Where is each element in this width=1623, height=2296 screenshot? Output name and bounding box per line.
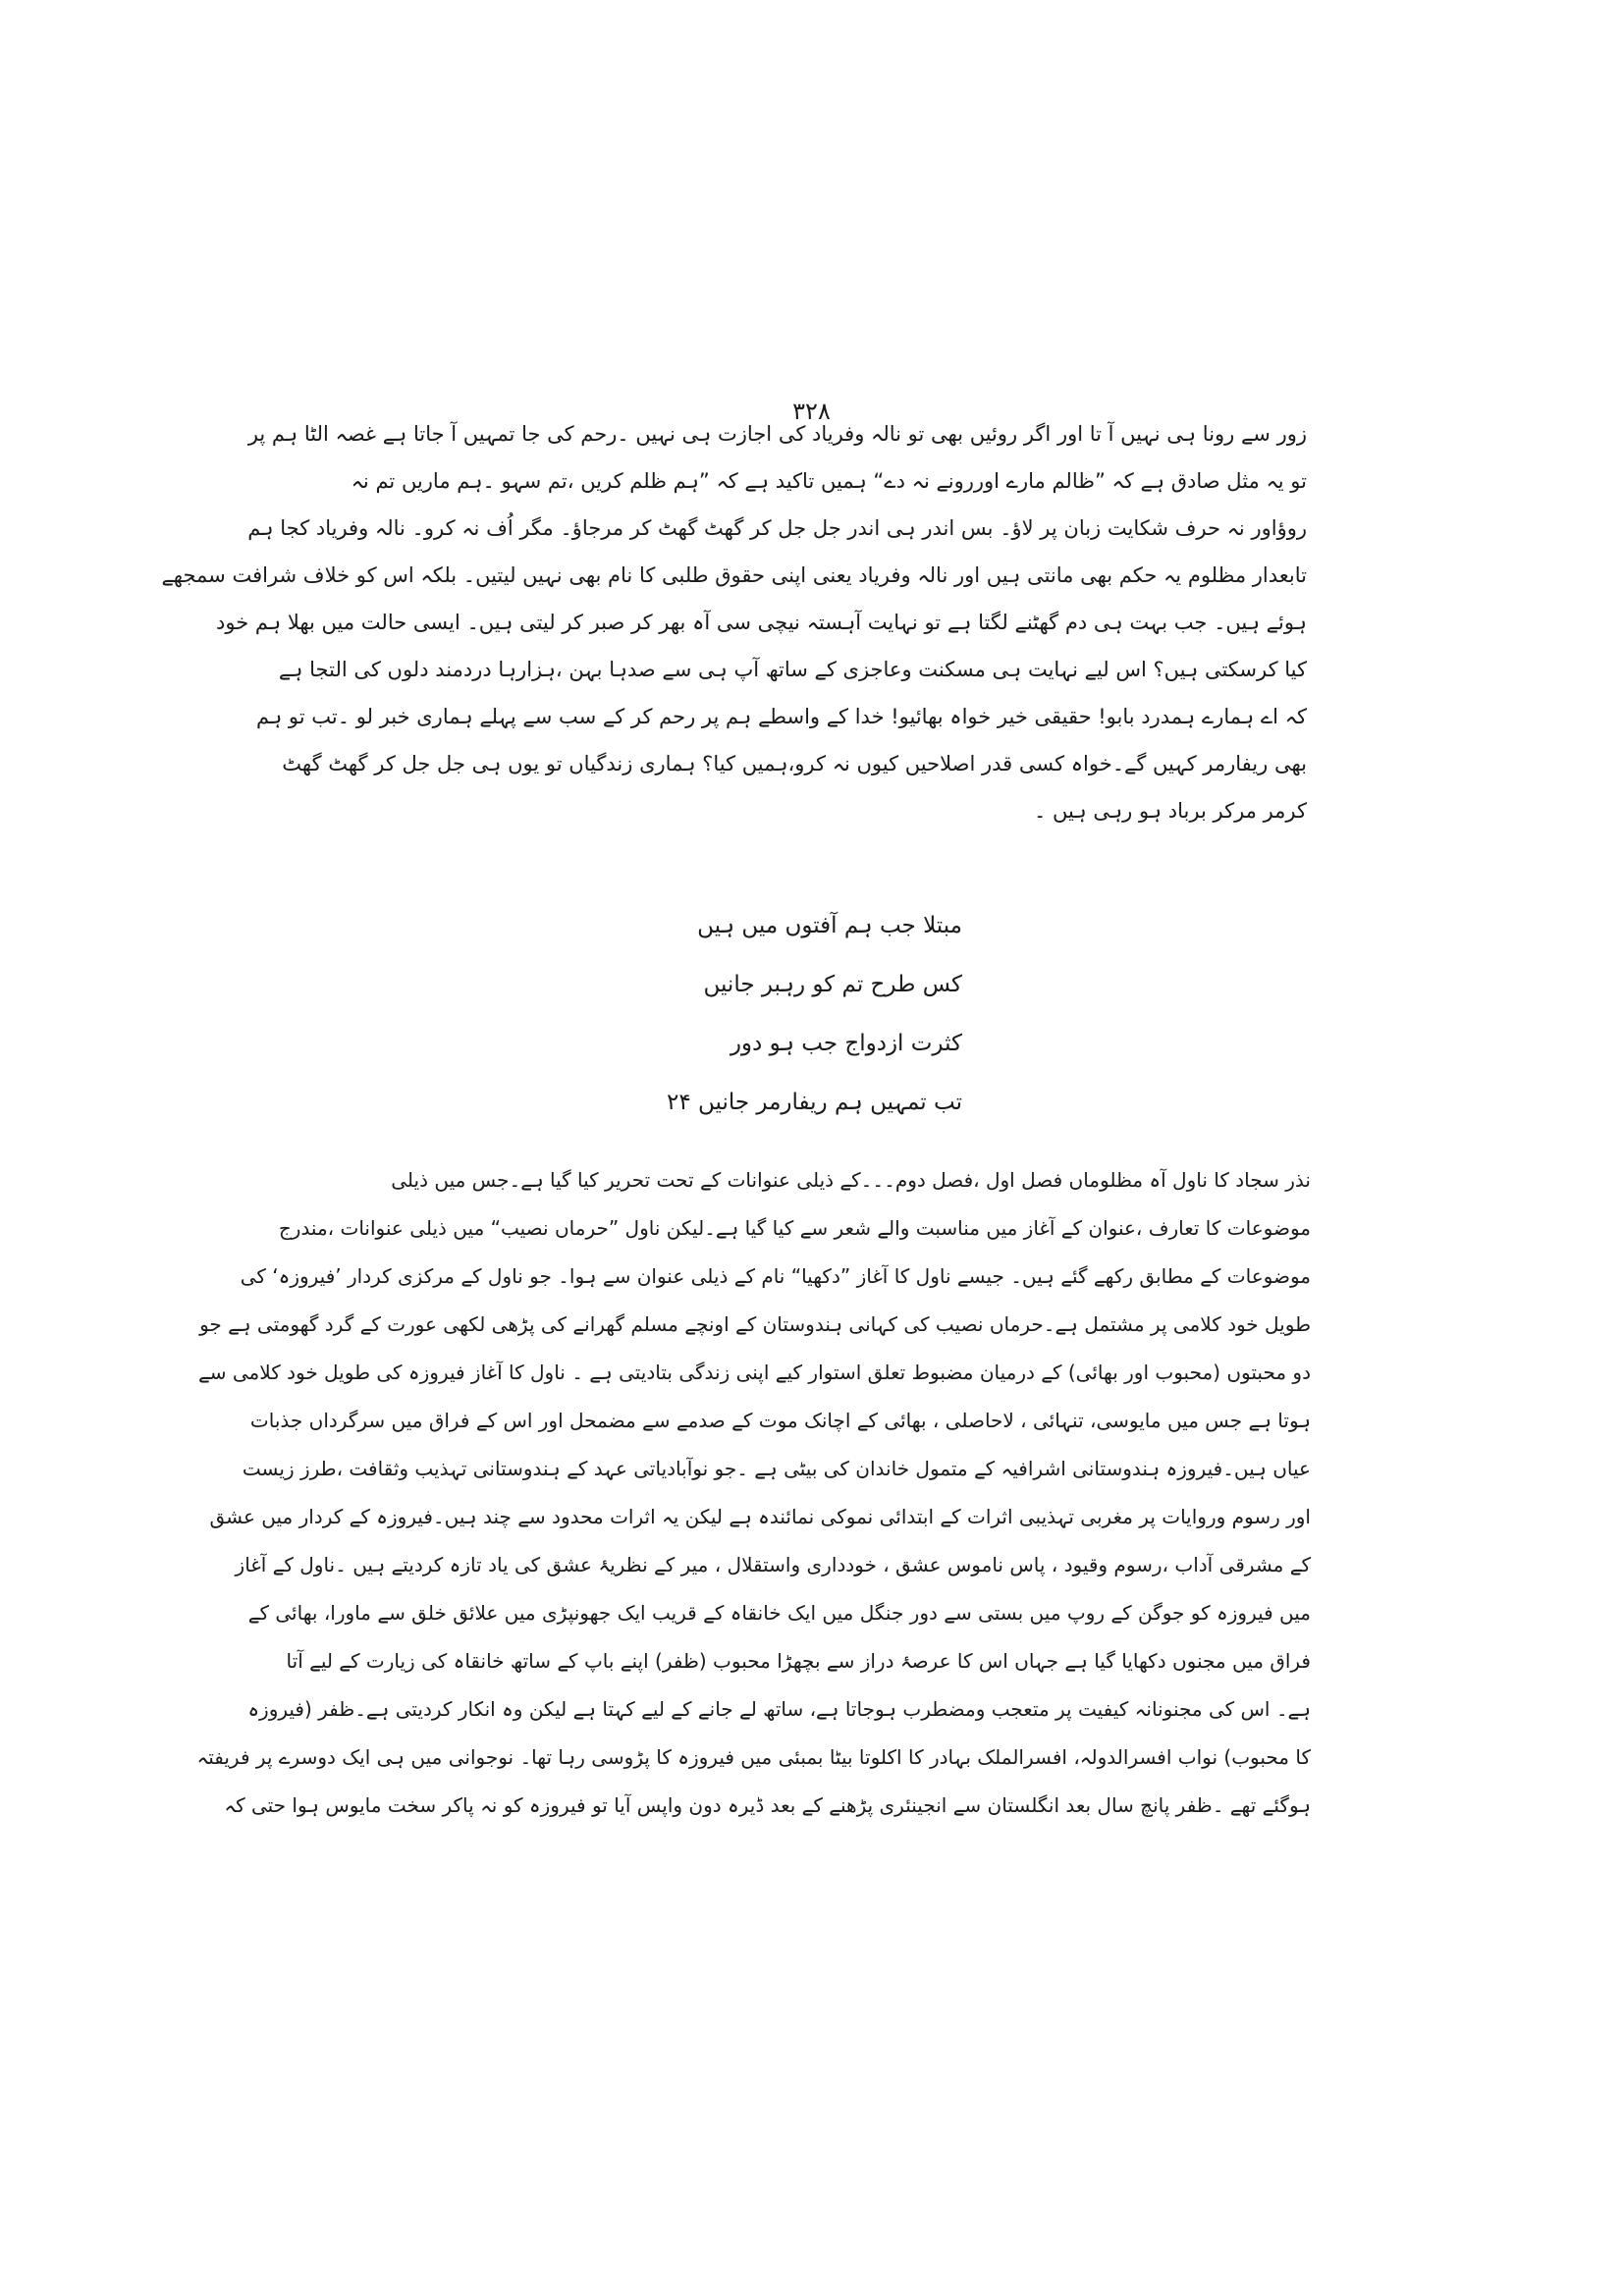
paragraph-line: تابعدار مظلوم یہ حکم بھی مانتی ہیں اور نالہ وفریاد یعنی اپنی حقوق طلبی کا نام بھی نہیں لیتیں۔ بلکہ اس کو خلاف شرافت سمجھے xyxy=(161,563,1307,587)
paragraph-line: کا محبوب) نواب افسرالدولہ، افسرالملک بہادر کا اکلوتا بیٹا بمبئی میں فیروزہ کا پڑوسی رہا تھا۔ نوجوانی میں ہی ایک دوسرے پر فریفتہ xyxy=(196,1745,1311,1769)
paragraph-line: موضوعات کا تعارف ،عنوان کے آغاز میں مناسبت والے شعر سے کیا گیا ہے۔لیکن ناول ”حرماں نصیب“ میں ذیلی عنوانات ،مندرج xyxy=(278,1216,1311,1240)
paragraph-line: روؤاور نہ حرف شکایت زبان پر لاؤ۔ بس اندر ہی اندر جل جل کر گھٹ گھٹ کر مرجاؤ۔ مگر اُف نہ کرو۔ نالہ وفریاد کجا ہم xyxy=(247,516,1307,540)
poem-verse: مبتلا جب ہم آفتوں میں ہیں xyxy=(697,913,962,938)
page-number: ۳۲۸ xyxy=(792,398,831,425)
paragraph-1 xyxy=(161,410,1307,834)
paragraph-line: دو محبتوں (محبوب اور بھائی) کے درمیان مضبوط تعلق استوار کیے اپنی زندگی بتادیتی ہے ۔ ناول کا آغاز فیروزہ کی طویل خود کلامی سے xyxy=(198,1361,1311,1384)
poem-verse: کس طرح تم کو رہبر جانیں xyxy=(703,972,962,997)
paragraph-line: ہوئے ہیں۔ جب بہت ہی دم گھٹنے لگتا ہے تو نہایت آہستہ نیچی سی آہ بھر کر صبر کر لیتی ہیں۔ ایسی حالت میں بھلا ہم خود xyxy=(216,611,1307,634)
paragraph-line: بھی ریفارمر کہیں گے۔خواہ کسی قدر اصلاحیں کیوں نہ کرو،ہمیں کیا؟ ہماری زندگیاں تو یوں ہی جل جل کر گھٹ گھٹ xyxy=(282,752,1307,775)
paragraph-line: موضوعات کے مطابق رکھے گئے ہیں۔ جیسے ناول کا آغاز ”دکھیا“ نام کے ذیلی عنوان سے ہوا۔ جو ناول کے مرکزی کردار ’فیروزہ‘ کی xyxy=(240,1264,1311,1288)
paragraph-line: ہے۔ اس کی مجنونانہ کیفیت پر متعجب ومضطرب ہوجاتا ہے، ساتھ لے جانے کے لیے کہتا ہے لیکن وہ انکار کردیتی ہے۔ظفر (فیروزہ xyxy=(247,1697,1311,1721)
paragraph-line: کیا کرسکتی ہیں؟ اس لیے نہایت ہی مسکنت وعاجزی کے ساتھ آپ ہی سے صدہا بہن ،ہزارہا دردمند دلوں کی التجا ہے xyxy=(278,658,1307,681)
paragraph-line: اور رسوم وروایات پر مغربی تہذیبی اثرات کے ابتدائی نموکی نمائندہ ہے لیکن یہ اثرات محدود سے چند ہیں۔فیروزہ کے کردار میں عشق xyxy=(209,1505,1311,1528)
paragraph-line: نذر سجاد کا ناول آہ مظلوماں فصل اول ،فصل دوم۔۔۔کے ذیلی عنوانات کے تحت تحریر کیا گیا ہے۔جس میں ذیلی xyxy=(391,1168,1311,1192)
poem-block xyxy=(589,896,962,1132)
paragraph-line: زور سے رونا ہی نہیں آ تا اور اگر روئیں بھی تو نالہ وفریاد کی اجازت ہی نہیں ۔رحم کی جا تمہیں آ جاتا ہے غصہ الٹا ہم پر xyxy=(247,422,1307,446)
paragraph-line: طویل خود کلامی پر مشتمل ہے۔حرماں نصیب کی کہانی ہندوستان کے اونچے مسلم گھرانے کی پڑھی لکھی عورت کے گرد گھومتی ہے جو xyxy=(199,1312,1311,1336)
paragraph-line: فراق میں مجنوں دکھایا گیا ہے جہاں اس کا عرصۂ دراز سے بچھڑا محبوب (ظفر) اپنے باپ کے ساتھ خانقاہ کی زیارت کے لیے آتا xyxy=(286,1649,1311,1673)
paragraph-line: عیاں ہیں۔فیروزہ ہندوستانی اشرافیہ کے متمول خاندان کی بیٹی ہے ۔جو نوآبادیاتی عہد کے ہندوستانی تہذیب وثقافت ،طرز زیست xyxy=(242,1457,1311,1480)
paragraph-line: ہوتا ہے جس میں مایوسی، تنہائی ، لاحاصلی ، بھائی کے اچانک موت کے صدمے سے مضمحل اور اس کے فراق میں سرگرداں جذبات xyxy=(249,1409,1311,1432)
paragraph-line: کے مشرقی آداب ،رسوم وقیود ، پاس ناموس عشق ، خودداری واستقلال ، میر کے نظریۂ عشق کی یاد تازہ کردیتے ہیں ۔ناول کے آغاز xyxy=(235,1553,1311,1576)
paragraph-line: تو یہ مثل صادق ہے کہ ”ظالم مارے اوررونے نہ دے“ ہمیں تاکید ہے کہ ”ہم ظلم کریں ،تم سہو ۔ہم ماریں تم نہ xyxy=(351,469,1307,493)
paragraph-line: میں فیروزہ کو جوگن کے روپ میں بستی سے دور جنگل میں ایک خانقاہ کے قریب ایک جھونپڑی میں علائق خلق سے ماورا، بھائی کے xyxy=(247,1601,1311,1625)
paragraph-line: کرمر مرکر برباد ہو رہی ہیں ۔ xyxy=(1034,799,1307,823)
paragraph-2 xyxy=(196,1156,1311,1830)
paragraph-line: کہ اے ہمارے ہمدرد بابو! حقیقی خیر خواہ بھائیو! خدا کے واسطے ہم پر رحم کر کے سب سے پہلے ہماری خبر لو ۔تب تو ہم xyxy=(255,705,1307,728)
paragraph-line: ہوگئے تھے ۔ظفر پانچ سال بعد انگلستان سے انجینئری پڑھنے کے بعد ڈیرہ دون واپس آیا تو فیروزہ کو نہ پاکر سخت مایوس ہوا حتی کہ xyxy=(224,1793,1311,1817)
poem-verse: کثرت ازدواج جب ہو دور xyxy=(730,1031,962,1056)
poem-verse: تب تمہیں ہم ریفارمر جانیں ۲۴ xyxy=(666,1090,962,1115)
